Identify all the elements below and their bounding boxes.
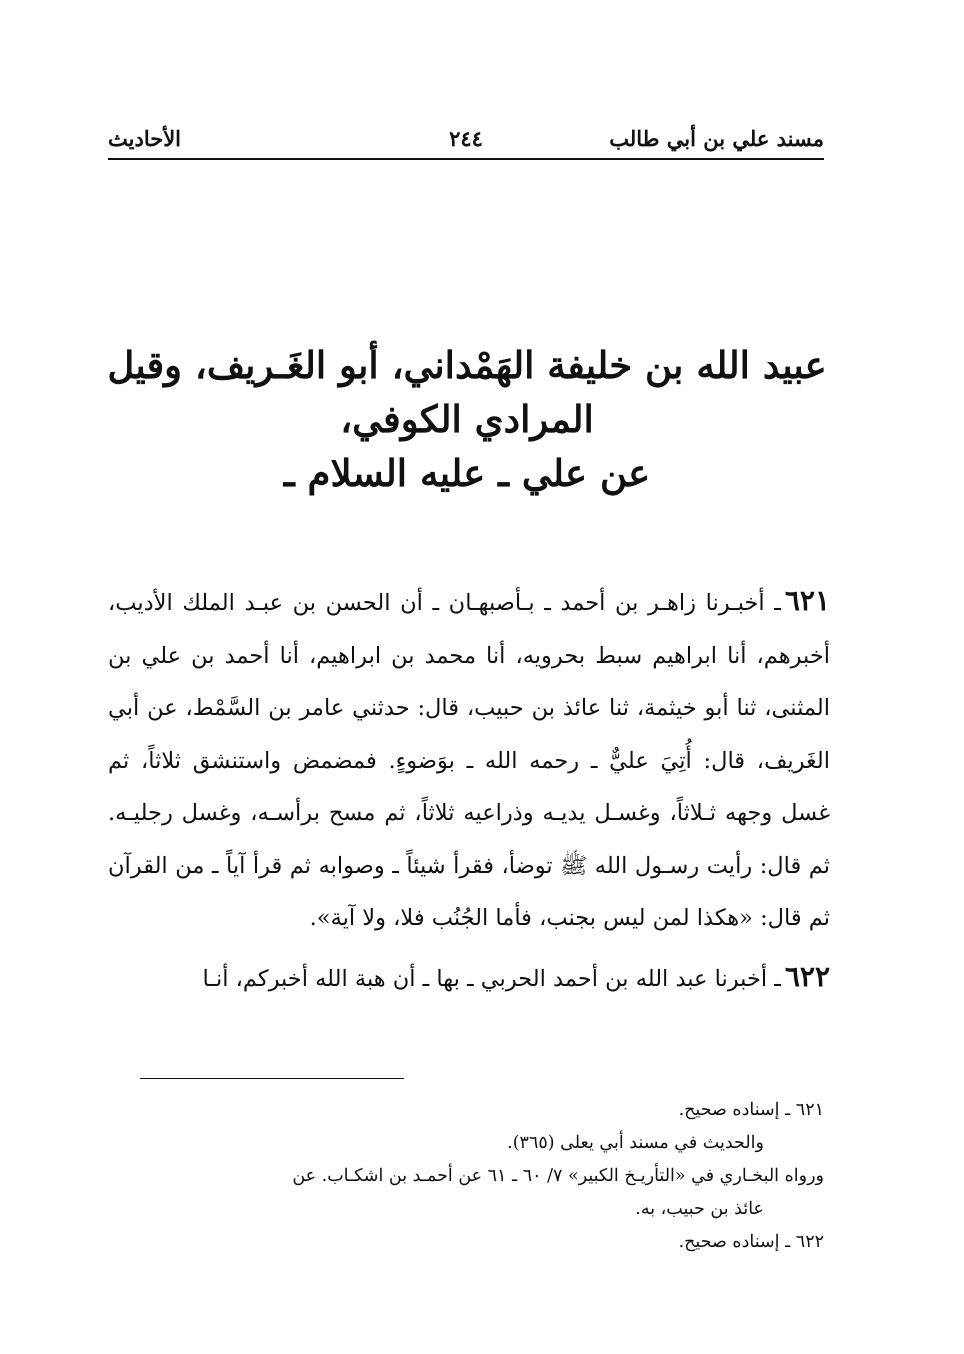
hadith-text: ـ أخبرنا عبد الله بن أحمد الحربي ـ بها ـ أن هبة الله أخبركم، أنـا [202, 965, 781, 992]
footnote-line: ورواه البخـاري في «التأريـخ الكبير» ٧/ ٦٠ ـ ٦١ عن أحمـد بن اشكـاب. عن [292, 1166, 824, 1186]
hadith-paragraph [108, 575, 830, 945]
footnotes [108, 1094, 824, 1259]
hadith-paragraph [108, 951, 830, 1006]
page-number: ٢٤٤ [449, 126, 483, 151]
hadith-number: ٦٢٢ [784, 959, 830, 993]
footnote-separator [140, 1078, 404, 1079]
footnote-line: والحديث في مسند أبي يعلى (٣٦٥). [507, 1133, 764, 1153]
hadith-number: ٦٢١ [784, 584, 830, 617]
footnote-line: عائذ بن حبيب، به. [635, 1199, 764, 1219]
footnote-line: ٦٢٢ ـ إسناده صحيح. [678, 1232, 824, 1252]
running-header [108, 118, 824, 160]
chapter-title-line: عبيد الله بن خليفة الهَمْداني، أبو الغَـريف، وقيل [107, 343, 827, 387]
hadith-text: ـ أخبـرنا زاهـر بن أحمد ـ بـأصبهـان ـ أن الحسن بن عبـد الملك الأديب، أخبرهم، أنا ابراهيم سبط بحرويه، أنا محمد بن ابراهيم، أنا أحمد بن علي بن المثنى، ثنا أبو خيثمة، ثنا عائذ بن حبيب، قال: حدثني عامر بن السَّمْط، عن أبي الغَريف، قال: أُتِيَ عليٌّ ـ رحمه الله ـ بوَضوءٍ. فمضمض واستنشق ثلاثاً، ثم غسل وجهه ثـلاثاً، وغسـل يديـه وذراعيه ثلاثاً، ثم مسح برأسـه، وغسل رجليـه. ثم قال: رأيت رسـول الله ﷺ توضأ، فقرأ شيئاً ـ وصوابه ثم قرأ آياً ـ من القرآن ثم قال: «هكذا لمن ليس بجنب، فأما الجُنُب فلا، ولا آية». [108, 590, 830, 931]
footnote-line: ٦٢١ ـ إسناده صحيح. [678, 1100, 824, 1120]
chapter-title-line: المرادي الكوفي، [340, 397, 594, 441]
section-title: الأحاديث [108, 126, 182, 151]
hadith-body [108, 575, 830, 1005]
chapter-title-line: عن علي ـ عليه السلام ـ [283, 451, 651, 495]
chapter-title [100, 338, 834, 500]
book-title: مسند علي بن أبي طالب [609, 126, 824, 151]
